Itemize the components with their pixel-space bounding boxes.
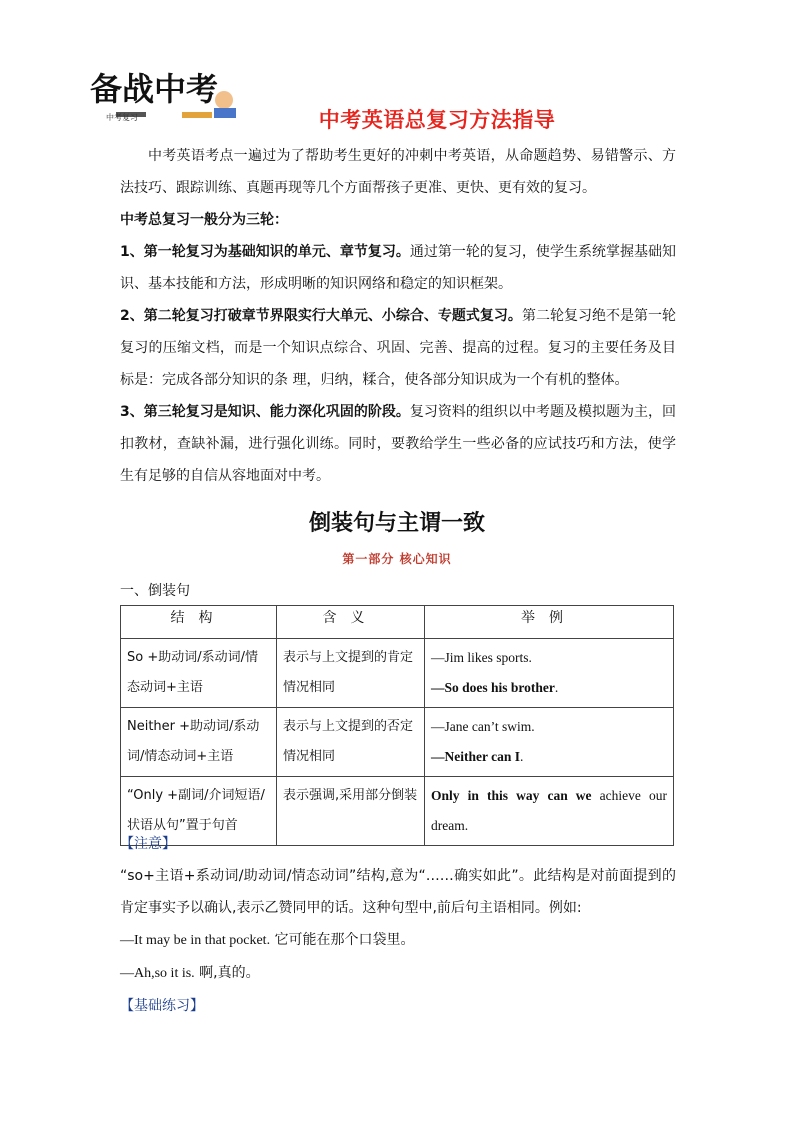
part-title: 第一部分 核心知识 (342, 552, 452, 566)
note-example-en: —Ah,so it is. (120, 966, 195, 981)
table-row (121, 639, 674, 708)
example-line: —Jane can’t swim. (431, 719, 535, 734)
round-1 (120, 236, 676, 300)
cell-example (425, 708, 674, 777)
note-example-1 (120, 924, 676, 957)
table-row (121, 708, 674, 777)
round-2-text: 第二轮复习绝不是第一轮复习的压缩文档，而是一个知识点综合、巩固、完善、提高的过程。复习的主要任务及目标是：完成各部分知识的条 理，归纳，糅合，使各部分知识成为一个有机的整体。 (120, 308, 677, 388)
example-answer: —So does his brother (431, 680, 555, 695)
header-example: 举例 (425, 606, 674, 639)
note-example-en: —It may be in that pocket. (120, 933, 271, 948)
cell-structure: Neither +助动词/系动词/情态动词+主语 (121, 708, 277, 777)
example-punct: . (520, 749, 524, 764)
round-3-title: 3、第三轮复习是知识、能力深化巩固的阶段。 (120, 404, 410, 420)
note-section (120, 828, 676, 1022)
intro-section (120, 140, 676, 492)
cell-example (425, 639, 674, 708)
example-punct: . (554, 680, 559, 695)
header-meaning: 含义 (277, 606, 425, 639)
header-structure: 结构 (121, 606, 277, 639)
review-heading: 中考总复习一般分为三轮： (120, 212, 288, 228)
example-rest: achieve our dream. (431, 788, 667, 833)
round-2-title: 2、第二轮复习打破章节界限实行大单元、小综合、专题式复习。 (120, 308, 522, 324)
inversion-table (120, 605, 674, 846)
cell-meaning: 表示与上文提到的否定情况相同 (277, 708, 425, 777)
section-title: 倒装句与主谓一致 (308, 510, 485, 536)
round-3-text: 复习资料的组织以中考题及模拟题为主，回扣教材，查缺补漏，进行强化训练。同时，要教给学生一些必备的应试技巧和方法，使学生有足够的自信从容地面对中考。 (120, 404, 676, 484)
note-label: 【注意】 (120, 836, 176, 852)
cell-meaning: 表示与上文提到的肯定情况相同 (277, 639, 425, 708)
cell-structure: “Only +副词/介词短语/状语从句”置于句首 (121, 777, 277, 846)
example-answer: —Neither can I (431, 749, 520, 764)
example-line (431, 742, 667, 772)
cell-meaning: 表示强调,采用部分倒装 (277, 777, 425, 846)
cell-structure: So +助动词/系动词/情态动词+主语 (121, 639, 277, 708)
round-1-text: 通过第一轮的复习，使学生系统掌握基础知识、基本技能和方法，形成明晰的知识网络和稳定的知识框架。 (120, 244, 676, 292)
round-2 (120, 300, 676, 396)
page-title: 中考英语总复习方法指导 (318, 108, 556, 132)
sub-heading: 一、倒装句 (120, 583, 190, 599)
intro-paragraph: 中考英语考点一遍过为了帮助考生更好的冲刺中考英语，从命题趋势、易错警示、方法技巧、跟踪训练、真题再现等几个方面帮孩子更准、更快、更有效的复习。 (120, 148, 676, 196)
example-line (431, 673, 667, 703)
example-line: —Jim likes sports. (431, 650, 532, 665)
table-header-row (121, 606, 674, 639)
note-example-2 (120, 957, 676, 990)
round-3 (120, 396, 676, 492)
example-answer: Only in this way can we (431, 788, 592, 803)
logo-text: 备战中考 (90, 70, 219, 108)
note-example-cn: 它可能在那个口袋里。 (270, 932, 415, 948)
logo-tagline: 中考复习 (106, 113, 138, 122)
note-text: “so+主语+系动词/助动词/情态动词”结构,意为“……确实如此”。此结构是对前面提到的肯定事实予以确认,表示乙赞同甲的话。这种句型中,前后句主语相同。例如: (120, 868, 676, 916)
practice-label: 【基础练习】 (120, 998, 204, 1014)
round-1-title: 1、第一轮复习为基础知识的单元、章节复习。 (120, 244, 410, 260)
note-example-cn: 啊,真的。 (194, 965, 260, 981)
